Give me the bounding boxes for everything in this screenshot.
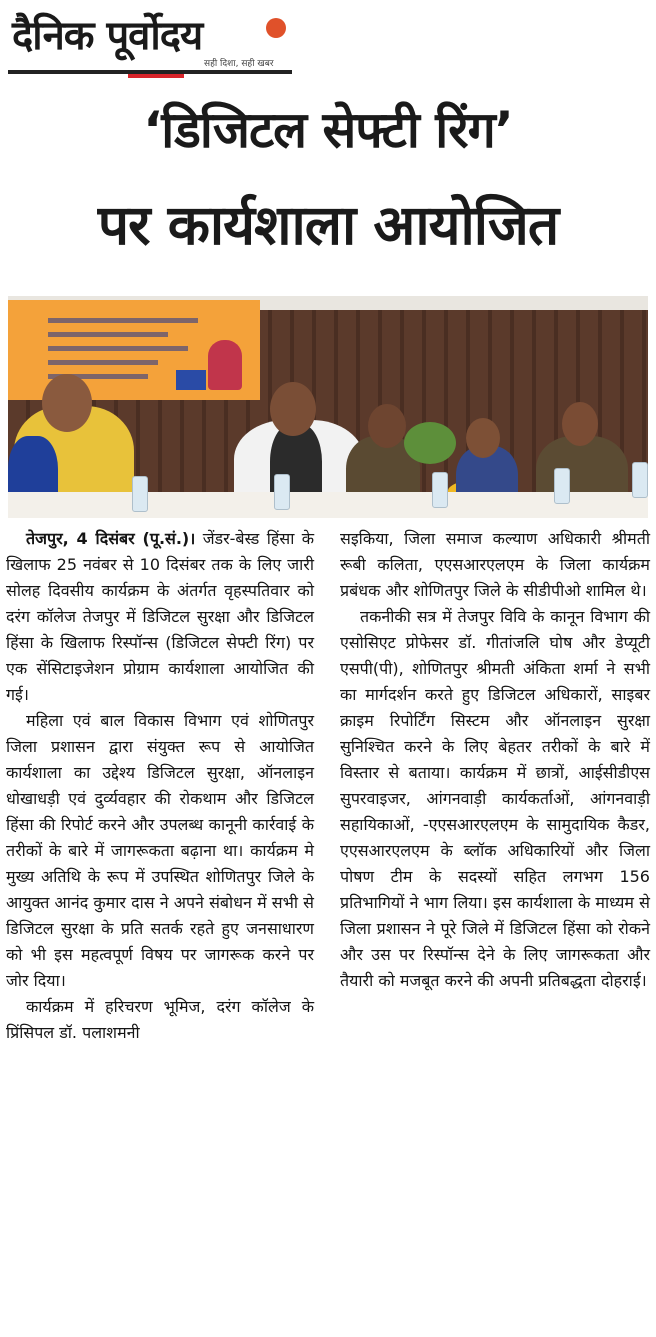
screen-text-line (48, 318, 198, 323)
screen-text-line (48, 346, 188, 351)
article-paragraph (6, 526, 314, 708)
newspaper-tagline: सही दिशा, सही खबर (204, 59, 274, 69)
screen-figure-icon (208, 340, 242, 390)
masthead-dot-icon (266, 18, 286, 38)
headline-line-2: पर कार्यशाला आयोजित (97, 193, 559, 257)
dateline: तेजपुर, 4 दिसंबर (पू.सं.)। (26, 529, 196, 548)
article-column-left (6, 526, 314, 1046)
screen-text-line (48, 360, 158, 365)
masthead-red-bar (128, 74, 184, 78)
screen-laptop-icon (176, 370, 206, 390)
person-1-head (42, 374, 92, 432)
masthead (8, 6, 298, 76)
person-3-head (368, 404, 406, 448)
water-bottle (632, 462, 648, 498)
newspaper-name: दैनिक पूर्वोदय (12, 12, 203, 59)
headline-line-1: ‘डिजिटल सेफ्टी रिंग’ (143, 101, 513, 159)
water-bottle (554, 468, 570, 504)
table (8, 492, 648, 518)
screen-text-line (48, 332, 168, 337)
article-paragraph: सइकिया, जिला समाज कल्याण अधिकारी श्रीमती रूबी कलिता, एएसआरएलएम के जिला कार्यक्रम प्रबंधक और शोणितपुर जिले के सीडीपीओ शामिल थे। (340, 529, 650, 600)
article-paragraph: तकनीकी सत्र में तेजपुर विवि के कानून विभाग की एसोसिएट प्रोफेसर डॉ. गीतांजलि घोष और डेप्यूटी एसपी(पी), शोणितपुर श्रीमती अंकिता शर्मा ने सभी का मार्गदर्शन करते हुए डिजिटल अधिकारों, साइबर क्राइम रिपोर्टिंग सिस्टम और ऑनलाइन सुरक्षा सुनिश्चित करने के लिए बेहतर तरीकों के बारे में विस्तार से बताया। कार्यक्रम में छात्रों, आईसीडीएस सुपरवाइजर, आंगनवाड़ी कार्यकर्ताओं, आंगनवाड़ी सहायिकाओं, -एएसआरएलएम के सामुदायिक कैडर, एएसआरएलएम के ब्लॉक अधिकारियों और जिला पोषण टीम के सदस्यों सहित लगभग 156 प्रतिभागियों ने भाग लिया। इस कार्यशाला के माध्यम से जिला प्रशासन ने पूरे जिले में डिजिटल हिंसा को रोकने और उस पर रिस्पॉन्स देने के लिए जागरूकता और तैयारी को मजबूत करने की अपनी प्रतिबद्धता दोहराई। (340, 607, 650, 990)
person-2-head (270, 382, 316, 436)
person-5-head (562, 402, 598, 446)
water-bottle (132, 476, 148, 512)
article-paragraph: कार्यक्रम में हरिचरण भूमिज, दरंग कॉलेज के प्रिंसिपल डॉ. पलाशमनी (6, 997, 314, 1042)
event-photo (8, 296, 648, 518)
plant (404, 422, 456, 464)
article-paragraph: महिला एवं बाल विकास विभाग एवं शोणितपुर जिला प्रशासन द्वारा संयुक्त रूप से आयोजित कार्यशाला का उद्देश्य डिजिटल सुरक्षा, ऑनलाइन धोखाधड़ी एवं दुर्व्यवहार की रोकथाम और डिजिटल हिंसा की रिपोर्ट करने और उपलब्ध कानूनी कार्रवाई के तरीकों के बारे में जागरूकता बढ़ाना था। कार्यक्रम मे मुख्य अतिथि के रूप में उपस्थित शोणितपुर जिले के आयुक्त आनंद कुमार दास ने अपने संबोधन में सभी से डिजिटल सुरक्षा के प्रति सतर्क रहते हुए जनसाधारण को भी इस महत्वपूर्ण विषय पर जागरूक करने पर जोर दिया। (6, 711, 314, 990)
person-4-head (466, 418, 500, 458)
paragraph-text: जेंडर-बेस्ड हिंसा के खिलाफ 25 नवंबर से 10 दिसंबर तक के लिए जारी सोलह दिवसीय कार्यक्रम के अंतर्गत वृहस्पतिवार को दरंग कॉलेज तेजपुर में डिजिटल सुरक्षा और डिजिटल हिंसा के खिलाफ रिस्पॉन्स (डिजिटल सेफ्टी रिंग) पर एक सेंसिटाइजेशन प्रोग्राम कार्यशाला आयोजित की गई। (6, 529, 314, 704)
water-bottle (432, 472, 448, 508)
article-column-right (340, 526, 650, 994)
water-bottle (274, 474, 290, 510)
